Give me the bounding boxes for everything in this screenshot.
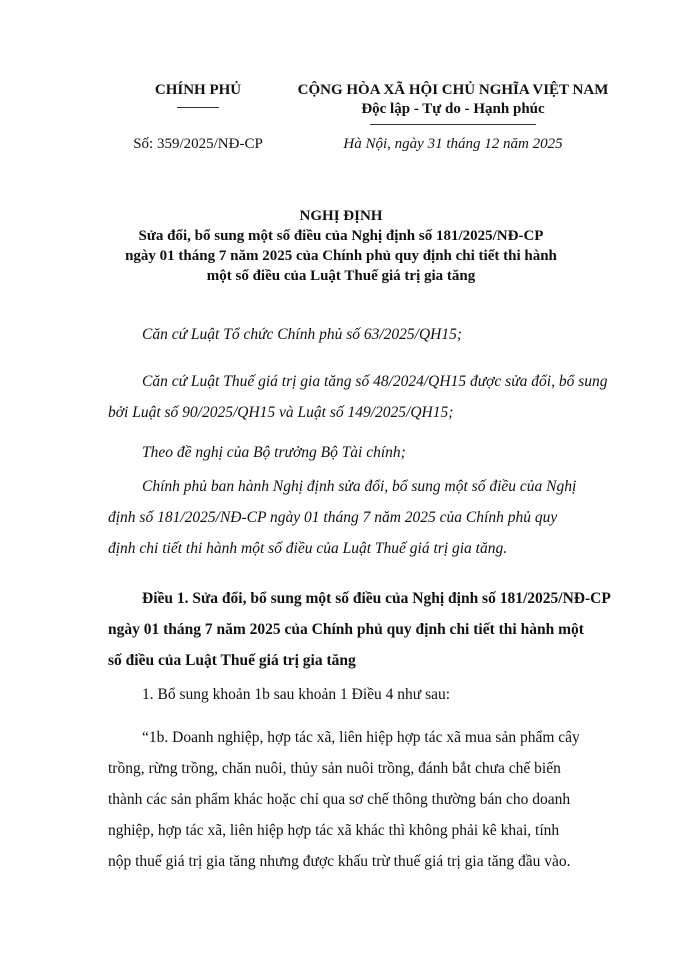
quote-line: “1b. Doanh nghiệp, hợp tác xã, liên hiệp hợp tác xã mua sản phẩm cây [142,729,580,746]
article-1-quoted-clause [108,725,623,875]
article-heading-line: ngày 01 tháng 7 năm 2025 của Chính phủ quy định chi tiết thi hành một [108,621,584,638]
article-heading-line: Điều 1. Sửa đổi, bổ sung một số điều của Nghị định số 181/2025/NĐ-CP [142,590,611,607]
preamble-basis-2 [108,369,623,426]
item-line: 1. Bổ sung khoản 1b sau khoản 1 Điều 4 như sau: [142,686,451,703]
article-1-item-1 [108,682,623,708]
quote-line: trồng, rừng trồng, chăn nuôi, thủy sản nuôi trồng, đánh bắt chưa chế biến [108,760,561,777]
document-type: NGHỊ ĐỊNH [299,208,383,224]
quote-line: nộp thuế giá trị gia tăng nhưng được khấu trừ thuế giá trị gia tăng đầu vào. [108,853,571,870]
preamble-line: Căn cứ Luật Thuế giá trị gia tăng số 48/2024/QH15 được sửa đổi, bổ sung [142,373,608,390]
preamble-issuance [108,474,623,562]
title-line-2: ngày 01 tháng 7 năm 2025 của Chính phủ quy định chi tiết thi hành [125,248,557,264]
preamble-line: Chính phủ ban hành Nghị định sửa đổi, bổ sung một số điều của Nghị [142,478,577,495]
national-motto: Độc lập - Tự do - Hạnh phúc [361,101,545,117]
article-heading-line: số điều của Luật Thuế giá trị gia tăng [108,652,356,669]
preamble-basis-1 [108,322,623,348]
title-line-1: Sửa đổi, bổ sung một số điều của Nghị định số 181/2025/NĐ-CP [138,228,544,244]
quote-line: thành các sản phẩm khác hoặc chỉ qua sơ chế thông thường bán cho doanh [108,791,571,808]
article-1-heading [108,586,623,674]
preamble-line: định số 181/2025/NĐ-CP ngày 01 tháng 7 năm 2025 của Chính phủ quy [108,509,558,526]
issuing-agency: CHÍNH PHỦ [154,82,242,98]
preamble-line: bởi Luật số 90/2025/QH15 và Luật số 149/2025/QH15; [108,404,454,421]
motto-underline [370,124,536,125]
document-number: Số: 359/2025/NĐ-CP [133,136,263,152]
decree-title-block [96,206,586,286]
preamble-line: định chi tiết thi hành một số điều của Luật Thuế giá trị gia tăng. [108,540,508,557]
preamble-line: Theo đề nghị của Bộ trưởng Bộ Tài chính; [142,444,406,461]
agency-underline [177,107,219,108]
quote-line: nghiệp, hợp tác xã, liên hiệp hợp tác xã khác thì không phải kê khai, tính [108,822,560,839]
place-date: Hà Nội, ngày 31 tháng 12 năm 2025 [343,136,563,152]
title-line-3: một số điều của Luật Thuế giá trị gia tăng [206,268,476,284]
national-title: CỘNG HÒA XÃ HỘI CHỦ NGHĨA VIỆT NAM [297,82,609,98]
preamble-proposal [108,440,623,466]
preamble-line: Căn cứ Luật Tổ chức Chính phủ số 63/2025/QH15; [142,326,463,343]
